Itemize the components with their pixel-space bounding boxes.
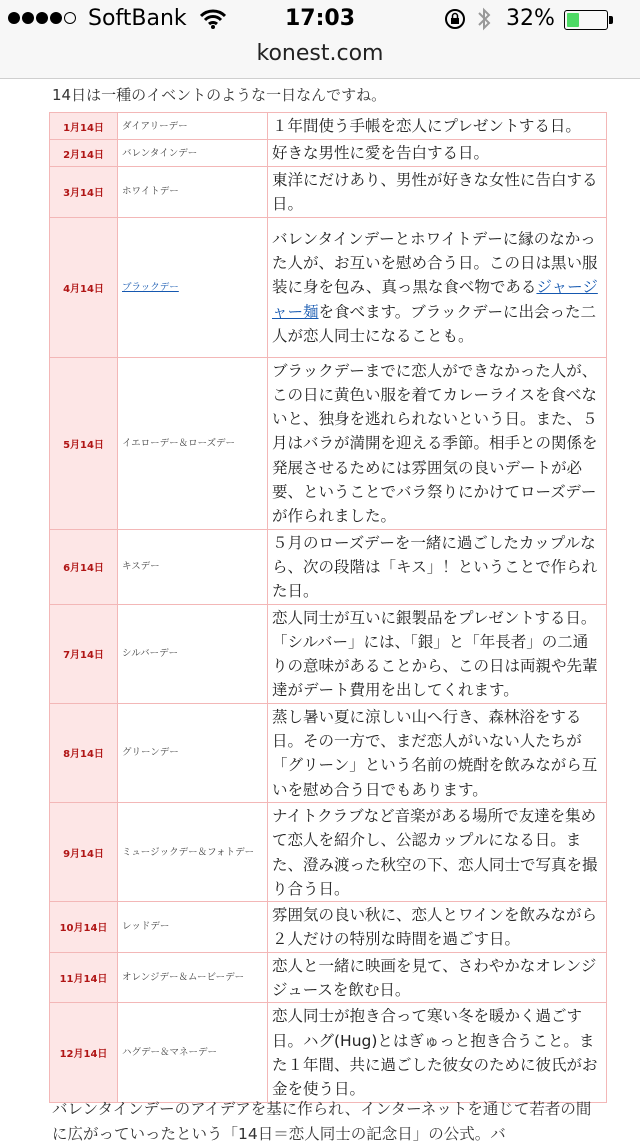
table-row: [50, 802, 607, 901]
table-row: [50, 167, 607, 218]
description-cell: [268, 217, 607, 357]
description-text: バレンタインデーとホワイトデーに縁のなかった人が、お互いを慰め合う日。この日は黒い服装に身を包み、真っ黒な食べ物である: [272, 229, 598, 297]
day-name-cell: キスデー: [118, 529, 268, 604]
day-name-link[interactable]: ブラックデー: [122, 281, 179, 293]
bluetooth-icon: [476, 6, 492, 36]
address-bar[interactable]: [0, 40, 640, 79]
table-row: [50, 140, 607, 167]
description-cell: 蒸し暑い夏に涼しい山へ行き、森林浴をする日。その一方で、まだ恋人がいない人たちが「グリーン」という名前の焼酎を飲みながら互いを慰め合う日でもあります。: [268, 703, 607, 802]
day-name-cell: バレンタインデー: [118, 140, 268, 167]
date-cell: 7月14日: [50, 604, 118, 703]
description-cell: 好きな男性に愛を告白する日。: [268, 140, 607, 167]
day-name-cell: シルバーデー: [118, 604, 268, 703]
date-cell: 12月14日: [50, 1003, 118, 1102]
description-cell: １年間使う手帳を恋人にプレゼントする日。: [268, 113, 607, 140]
status-bar: [0, 0, 640, 40]
day-name-cell: [118, 217, 268, 357]
table-row: [50, 529, 607, 604]
table-row: [50, 902, 607, 953]
date-cell: 3月14日: [50, 167, 118, 218]
date-cell: 6月14日: [50, 529, 118, 604]
description-cell: 恋人と一緒に映画を見て、さわやかなオレンジジュースを飲む日。: [268, 952, 607, 1003]
date-cell: 9月14日: [50, 802, 118, 901]
date-cell: 11月14日: [50, 952, 118, 1003]
date-cell: 1月14日: [50, 113, 118, 140]
food-link[interactable]: ジャージャー麺: [272, 278, 598, 321]
address-domain[interactable]: konest.com: [256, 41, 384, 66]
day-name-cell: イエローデー＆ローズデー: [118, 357, 268, 529]
table-row: [50, 952, 607, 1003]
day-name-cell: グリーンデー: [118, 703, 268, 802]
table-row: [50, 217, 607, 357]
description-cell: ナイトクラブなど音楽がある場所で友達を集めて恋人を紹介し、公認カップルになる日。また、澄み渡った秋空の下、恋人同士で写真を撮り合う日。: [268, 802, 607, 901]
day-name-cell: ダイアリーデー: [118, 113, 268, 140]
carrier-name: SoftBank: [88, 6, 187, 31]
table-row: [50, 703, 607, 802]
date-cell: 4月14日: [50, 217, 118, 357]
date-cell: 2月14日: [50, 140, 118, 167]
rotation-lock-icon: [444, 8, 466, 34]
description-cell: 東洋にだけあり、男性が好きな女性に告白する日。: [268, 167, 607, 218]
description-cell: 恋人同士が抱き合って寒い冬を暖かく過ごす日。ハグ(Hug)とはぎゅっと抱き合うこと。また１年間、共に過ごした彼女のために彼氏がお金を使う日。: [268, 1003, 607, 1102]
table-row: [50, 604, 607, 703]
day-name-cell: ミュージックデー＆フォトデー: [118, 802, 268, 901]
date-cell: 8月14日: [50, 703, 118, 802]
footer-paragraph: バレンタインデーのアイデアを基に作られ、インターネットを通じて若者の間に広がっていったという「14日＝恋人同士の記念日」の公式。バ: [52, 1100, 592, 1143]
description-cell: 雰囲気の良い秋に、恋人とワインを飲みながら２人だけの特別な時間を過ごす日。: [268, 902, 607, 953]
date-cell: 5月14日: [50, 357, 118, 529]
day-name-cell: レッドデー: [118, 902, 268, 953]
description-cell: 恋人同士が互いに銀製品をプレゼントする日。「シルバー」には、「銀」と「年長者」の二通りの意味があることから、この日は両親や先輩達がデート費用を出してくれます。: [268, 604, 607, 703]
day-name-cell: オレンジデー＆ムービーデー: [118, 952, 268, 1003]
battery-percent: 32%: [506, 6, 555, 31]
table-row: [50, 1003, 607, 1102]
intro-text: 14日は一種のイベントのような一日なんですね。: [52, 86, 387, 104]
description-cell: ブラックデーまでに恋人ができなかった人が、この日に黄色い服を着てカレーライスを食べないと、独身を逃れられないという日。また、５月はバラが満開を迎える季節。相手との関係を発展させるためには雰囲気の良いデートが必要、ということでバラ祭りにかけてローズデーが作られました。: [268, 357, 607, 529]
description-text: を食べます。ブラックデーに出会った二人が恋人同士になることも。: [272, 302, 596, 346]
day-name-cell: ホワイトデー: [118, 167, 268, 218]
clock-time: 17:03: [284, 6, 356, 31]
battery-icon: [564, 10, 608, 30]
date-cell: 10月14日: [50, 902, 118, 953]
day-name-cell: ハグデー＆マネーデー: [118, 1003, 268, 1102]
table-row: [50, 357, 607, 529]
battery-fill: [567, 13, 579, 27]
table-row: [50, 113, 607, 140]
description-cell: ５月のローズデーを一緒に過ごしたカップルなら、次の段階は「キス」！ということで作られた日。: [268, 529, 607, 604]
fourteenth-days-table: [49, 112, 607, 1103]
